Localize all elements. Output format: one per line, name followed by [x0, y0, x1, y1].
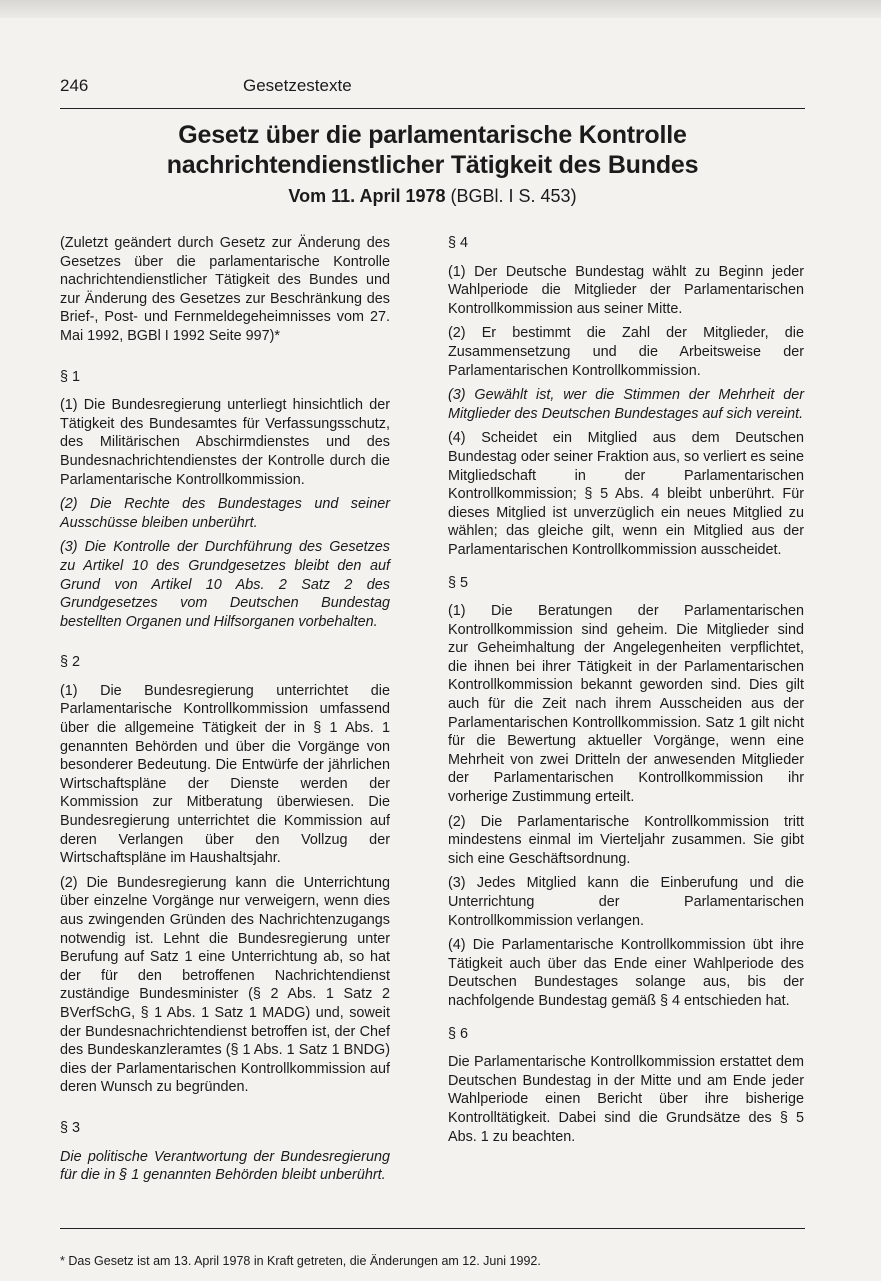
section-heading-6: § 6 — [448, 1025, 469, 1042]
section-5-para-3: (3) Jedes Mitglied kann die Einberufung und die Unterrichtung der Parlamentarischen Kontrollkommission verlangen. — [448, 875, 804, 929]
section-heading-5: § 5 — [448, 574, 469, 591]
right-column — [448, 234, 804, 1152]
section-heading-1: § 1 — [60, 368, 81, 385]
section-heading-2: § 2 — [60, 654, 81, 671]
header-rule — [60, 108, 805, 109]
section-1-para-1: (1) Die Bundesregierung unterliegt hinsichtlich der Tätigkeit des Bundesamtes für Verfassungsschutz, des Militärischen Abschirmdienstes und des Bundesnachrichtendienstes der Kontrolle durch die Parlamentarische Kontrollkommission. — [60, 397, 390, 488]
section-1-para-3: (3) Die Kontrolle der Durchführung des Gesetzes zu Artikel 10 des Grundgesetzes bleibt den auf Grund von Artikel 10 Abs. 2 Satz 2 des Grundgesetzes vom Deutschen Bundestag bestellten Organen und Hilfsorganen vorbehalten. — [60, 539, 390, 630]
section-5-para-4: (4) Die Parlamentarische Kontrollkommission übt ihre Tätigkeit auch über das Ende einer Wahlperiode des Deutschen Bundestages solange aus, bis der nachfolgende Bundestag gemäß § 4 entschieden hat. — [448, 937, 804, 1009]
running-title: Gesetzestexte — [243, 76, 352, 95]
law-title-line-2: nachrichtendienstlicher Tätigkeit des Bundes — [166, 151, 699, 179]
section-4-para-2: (2) Er bestimmt die Zahl der Mitglieder, die Zusammensetzung und die Arbeitsweise der Parlamentarischen Kontrollkommission. — [448, 325, 804, 379]
amendment-note: (Zuletzt geändert durch Gesetz zur Änderung des Gesetzes über die parlamentarische Kontrolle nachrichtendienstlicher Tätigkeit des Bundes und zur Änderung des Gesetzes zur Beschränkung des Brief-, Post- und Fernmeldegeheimnisses vom 27. Mai 1992, BGBl I 1992 Seite 997)* — [60, 235, 390, 344]
law-date-line — [60, 186, 805, 207]
section-5-para-1: (1) Die Beratungen der Parlamentarischen Kontrollkommission sind geheim. Die Mitglieder sind zur Geheimhaltung der Angelegenheiten verpflichtet, die ihnen bei ihrer Tätigkeit in der Parlamentarischen Kontrollkommission bekannt geworden sind. Dies gilt auch für die Zeit nach ihrem Ausscheiden aus der Parlamentarischen Kontrollkommission. Satz 1 gilt nicht für die Bewertung aktueller Vorgänge, wenn eine Mehrheit von zwei Dritteln der anwesenden Mitglieder der Parlamentarischen Kontrollkommission ihr vorherige Zustimmung erteilt. — [448, 603, 804, 806]
section-6-para-1: Die Parlamentarische Kontrollkommission erstattet dem Deutschen Bundestag in der Mitte und am Ende jeder Wahlperiode einen Bericht über ihre bisherige Kontrolltätigkeit. Dabei sind die Grundsätze des § 5 Abs. 1 zu beachten. — [448, 1054, 804, 1145]
left-column — [60, 234, 390, 1191]
section-2-para-1: (1) Die Bundesregierung unterrichtet die Parlamentarische Kontrollkommission umfassend über die allgemeine Tätigkeit der in § 1 Abs. 1 genannten Behörden und über die Vorgänge von besonderer Bedeutung. Die Entwürfe der jährlichen Wirtschaftspläne der Dienste werden der Kommission zur Mitberatung überwiesen. Die Bundesregierung unterrichtet die Kommission auf deren Verlangen über den Vollzug der Wirtschaftspläne im Haushaltsjahr. — [60, 682, 390, 867]
law-title — [60, 120, 805, 180]
law-source: (BGBl. I S. 453) — [450, 186, 577, 206]
section-4-para-1: (1) Der Deutsche Bundestag wählt zu Beginn jeder Wahlperiode die Mitglieder der Parlamentarischen Kontrollkommission aus seiner Mitte. — [448, 263, 804, 317]
law-date: Vom 11. April 1978 — [288, 186, 446, 206]
law-title-line-1: Gesetz über die parlamentarische Kontrolle — [178, 121, 687, 149]
section-2-para-2: (2) Die Bundesregierung kann die Unterrichtung über einzelne Vorgänge nur verweigern, wenn dies aus zwingenden Gründen des Nachrichtenzugangs notwendig ist. Lehnt die Bundesregierung unter Berufung auf Satz 1 eine Unterrichtung ab, so hat der für den betroffenen Nachrichtendienst zuständige Bundesminister (§ 2 Abs. 1 Satz 2 BVerfSchG, § 1 Abs. 1 Satz 1 MADG) und, soweit der Bundesnachrichtendienst betroffen ist, der Chef des Bundeskanzleramtes (§ 1 Abs. 1 Satz 1 BNDG) dies der Parlamentarischen Kontrollkommission auf deren Wunsch zu begründen. — [60, 874, 390, 1096]
section-3-para-1: Die politische Verantwortung der Bundesregierung für die in § 1 genannten Behörden bleibt unberührt. — [60, 1148, 390, 1184]
footnote: * Das Gesetz ist am 13. April 1978 in Kraft getreten, die Änderungen am 12. Juni 1992. — [60, 1254, 541, 1268]
section-1-para-2: (2) Die Rechte des Bundestages und seiner Ausschüsse bleiben unberührt. — [60, 496, 390, 531]
section-5-para-2: (2) Die Parlamentarische Kontrollkommission tritt mindestens einmal im Vierteljahr zusammen. Sie gibt sich eine Geschäftsordnung. — [448, 813, 804, 867]
section-4-para-4: (4) Scheidet ein Mitglied aus dem Deutschen Bundestag oder seiner Fraktion aus, so verliert es seine Mitgliedschaft in der Parlamentarischen Kontrollkommission; § 5 Abs. 4 bleibt unberührt. Für dieses Mitglied ist unverzüglich ein neues Mitglied zu wählen; das gleiche gilt, wenn ein Mitglied aus der Parlamentarischen Kontrollkommission ausscheidet. — [448, 430, 804, 558]
page-top-edge — [0, 0, 881, 18]
section-heading-3: § 3 — [60, 1119, 81, 1136]
footnote-rule — [60, 1228, 805, 1229]
page-number: 246 — [60, 76, 89, 95]
section-4-para-3: (3) Gewählt ist, wer die Stimmen der Mehrheit der Mitglieder des Deutschen Bundestages auf sich vereint. — [448, 387, 804, 422]
section-heading-4: § 4 — [448, 235, 469, 251]
